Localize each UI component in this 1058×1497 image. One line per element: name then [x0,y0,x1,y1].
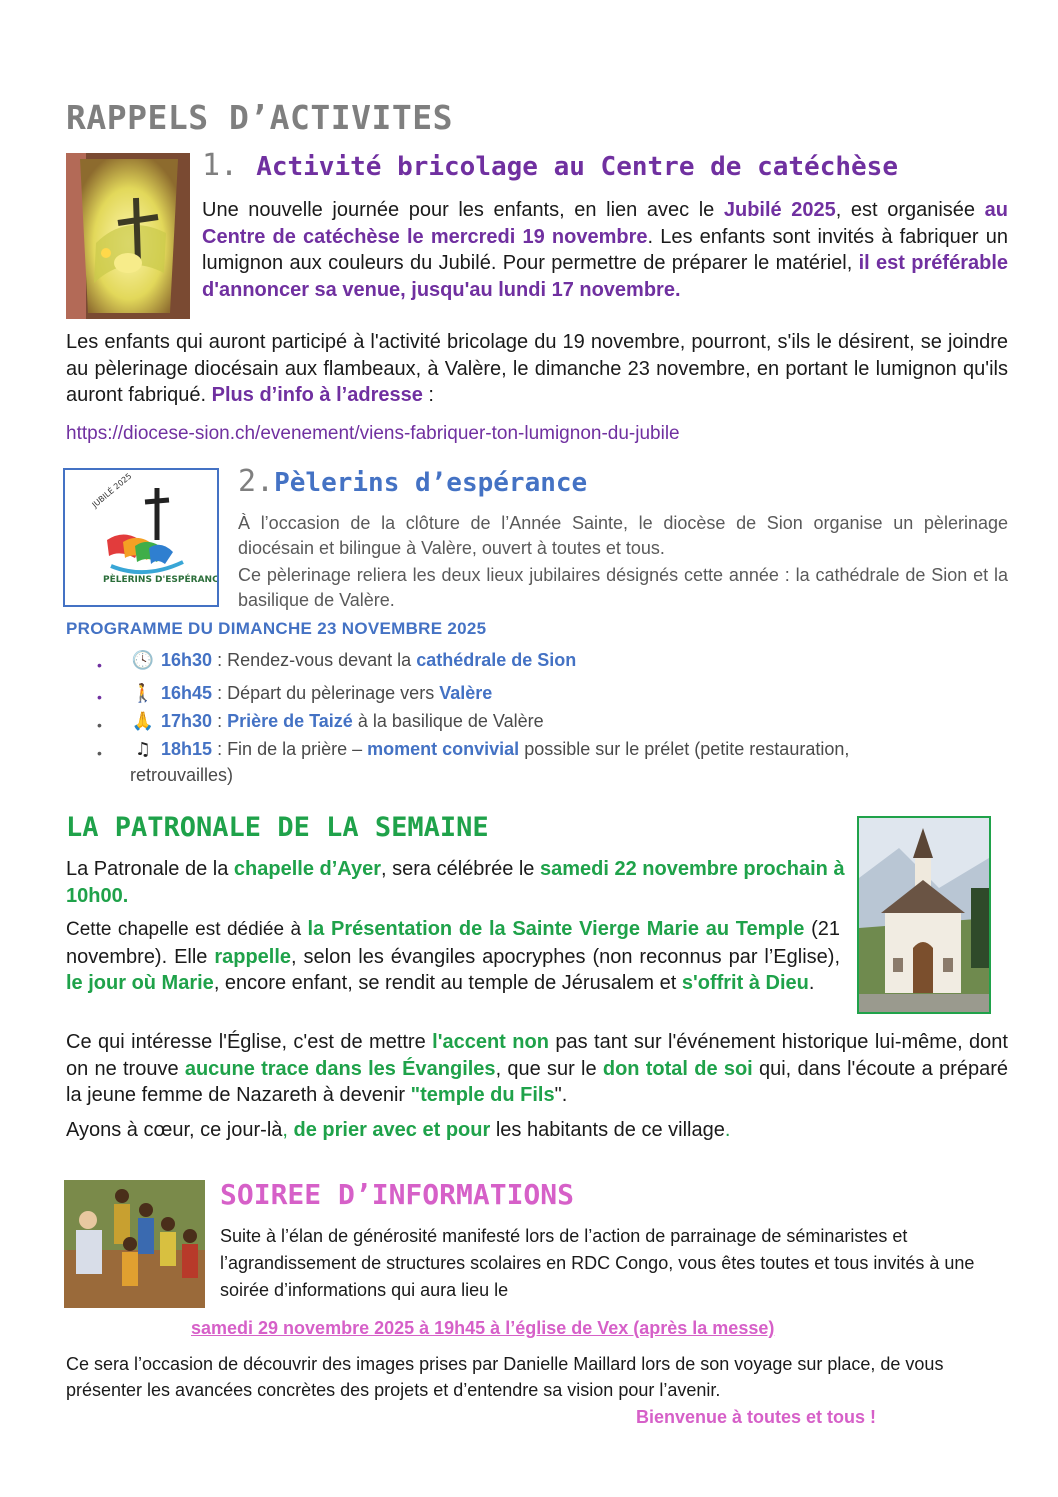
patronale-paragraph1 [66,856,846,909]
soiree-closing: Bienvenue à toutes et tous ! [636,1407,877,1427]
highlight: don total de soi [602,1057,753,1080]
programme-text: : [212,711,228,731]
text: qui, dans l'écoute a préparé la jeune femme de Nazareth à devenir [66,1057,1008,1106]
programme-text: : Rendez-vous devant la [212,650,417,670]
text: , sera célébrée le [381,858,540,880]
highlight-date: au Centre de catéchèse le mercredi 19 novembre [202,199,1008,248]
patronale-paragraph4 [66,1117,1008,1144]
text: , [282,1119,294,1141]
highlight-deadline: il est préférable d'annoncer sa venue, jusqu'au lundi 17 novembre. [202,252,1008,301]
section2-title: Pèlerins d’espérance [274,468,588,498]
section2-number: 2. [238,464,275,499]
patronale-paragraph2 [66,916,840,997]
text: La Patronale de la [66,858,234,880]
congo-photo [64,1180,205,1308]
highlight-chapel: chapelle d’Ayer [233,858,382,880]
highlight: le jour où Marie [66,972,214,994]
section1-paragraph2 [66,329,1008,409]
list-bullet: • [97,689,102,705]
text: les habitants de ce village [490,1119,725,1141]
programme-highlight: cathédrale de Sion [416,650,577,670]
text: , selon les évangiles apocryphes (non reconnus par l’Eglise), [291,945,840,968]
text: Cette chapelle est dédiée à [66,919,308,940]
highlight: aucune trace dans les Évangiles [184,1057,496,1080]
section1-title: Activité bricolage au Centre de catéchèse [256,152,898,182]
programme-item [130,683,492,704]
music-notes-icon: ♫ [134,739,152,760]
programme-time: 17h30 [161,711,213,731]
text: Les enfants qui auront participé à l'activité bricolage du 19 novembre, pourront, s'ils le désirent, se joindre au pèlerinage diocésain aux flambeaux, à Valère, le dimanche 23 novembre, en portant le lumignon qu'ils auront fabriqué. [66,331,1008,406]
text: Une nouvelle journée pour les enfants, en lien avec le [202,199,724,221]
highlight: rappelle [214,945,292,968]
logo-top-text: JUBILÉ 2025 [90,471,134,510]
programme-highlight: Valère [439,683,493,703]
text: . [724,1119,731,1141]
text: , est organisée [835,199,985,221]
soiree-paragraph2: Ce sera l’occasion de découvrir des images prises par Danielle Maillard lors de son voyage sur place, de vous présenter les avancées concrètes des projets et d’entendre sa vision pour l’avenir. [66,1354,944,1400]
programme-title: PROGRAMME DU DIMANCHE 23 NOVEMBRE 2025 [66,619,487,638]
programme-item-continuation: retrouvailles) [130,765,234,785]
lumignon-illustration [66,153,190,319]
programme-text: : Départ du pèlerinage vers [212,683,440,703]
text: , que sur le [495,1057,603,1080]
programme-highlight: Prière de Taizé [227,711,353,731]
highlight: de prier avec et pour [293,1119,491,1141]
programme-highlight: moment convivial [367,739,520,759]
programme-text: possible sur le prélet (petite restauration, [519,739,850,759]
chapel-illustration [859,818,989,1012]
list-bullet: • [97,657,102,673]
jubile-logo [63,468,219,607]
programme-time: 18h15 [161,739,213,759]
text: : [422,384,434,406]
more-info-label: Plus d’info à l’adresse [211,384,423,406]
list-bullet: • [97,717,102,733]
programme-item [130,711,544,732]
text: pas tant sur l'événement historique lui-même, dont on ne trouve [66,1031,1008,1080]
logo-bottom-text: PÈLERINS D'ESPÉRANCE [103,575,217,585]
soiree-date: samedi 29 novembre 2025 à 19h45 à l’église de Vex (après la messe) [191,1318,775,1338]
jubile-logo-graphic [65,470,217,605]
highlight: s'offrit à Dieu [681,972,809,994]
congo-photo-illustration [64,1180,205,1308]
programme-text: : Fin de la prière – [212,739,368,759]
section1-paragraph1 [202,197,1008,303]
text: , encore enfant, se rendit au temple de Jérusalem et [213,972,682,994]
lumignon-link[interactable]: https://diocese-sion.ch/evenement/viens-fabriquer-ton-lumignon-du-jubile [66,423,680,444]
chapel-image [857,816,991,1014]
text: Ayons à cœur, ce jour-là [66,1119,283,1141]
highlight-date: samedi 22 novembre prochain à 10h00. [66,858,845,907]
patronale-paragraph3 [66,1029,1008,1109]
highlight-feast: la Présentation de la Sainte Vierge Marie au Temple [307,918,805,940]
soiree-paragraph1: Suite à l’élan de générosité manifesté lors de l’action de parrainage de séminaristes et l’agrandissement de structures scolaires en RDC Congo, vous êtes toutes et tous invités à une soirée d’informations qui aura lieu le [220,1226,975,1300]
highlight-jubile: Jubilé 2025 [723,199,836,221]
soiree-title: SOIREE D’INFORMATIONS [220,1178,575,1211]
section2-paragraph1: À l’occasion de la clôture de l’Année Sainte, le diocèse de Sion organise un pèlerinage diocésain et bilingue à Valère, ouvert à toutes et tous. [238,513,1008,558]
text: . [808,972,815,994]
walking-icon: 🚶 [131,683,155,704]
section1-heading [202,148,898,183]
text: (21 novembre). Elle [66,918,841,968]
highlight: l'accent non [432,1031,549,1053]
programme-item [130,650,576,671]
text: ". [554,1084,568,1106]
list-bullet: • [97,745,102,761]
section2-paragraph2: Ce pèlerinage reliera les deux lieux jubilaires désignés cette année : la cathédrale de Sion et la basilique de Valère. [238,565,1008,610]
patronale-title: LA PATRONALE DE LA SEMAINE [66,812,489,843]
programme-time: 16h30 [161,650,213,670]
programme-text: à la basilique de Valère [352,711,544,731]
praying-hands-icon: 🙏 [131,711,155,732]
page-title: RAPPELS D’ACTIVITES [66,98,453,137]
programme-item [130,739,849,760]
text: . Les enfants sont invités à fabriquer un lumignon aux couleurs du Jubilé. Pour permettre de préparer le matériel, [202,225,1008,274]
section2-heading [238,464,587,499]
text: Ce qui intéresse l'Église, c'est de mettre [66,1031,433,1053]
section1-number: 1. [202,148,239,183]
lumignon-image [66,153,190,319]
programme-time: 16h45 [161,683,213,703]
clock-icon: 🕓 [131,650,155,671]
highlight: "temple du Fils [410,1084,555,1106]
